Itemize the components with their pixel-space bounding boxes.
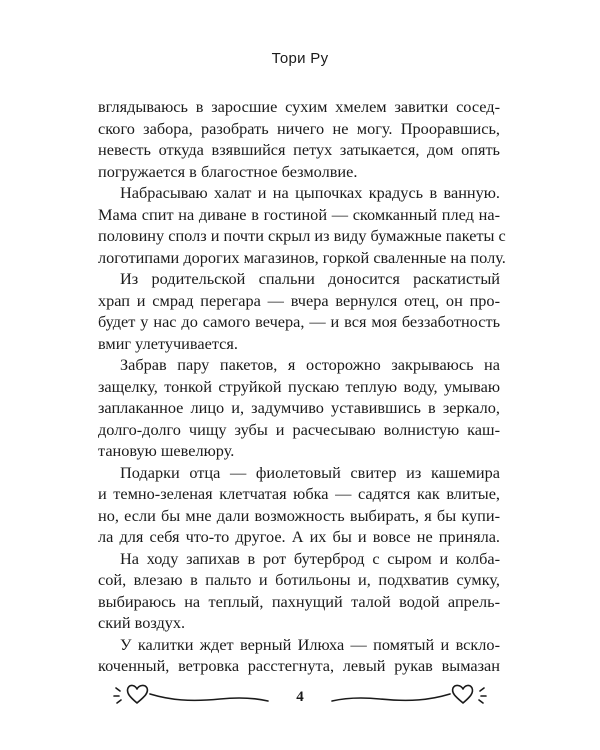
text-line: ского забора, разобрать ничего не могу. Прооравшись, [98, 118, 500, 138]
page-number: 4 [296, 689, 304, 705]
body-text [98, 96, 506, 677]
text-line: храп и смрад перегара — вчера вернулся отец, он про- [98, 290, 500, 310]
page-footer [110, 676, 490, 720]
text-line: ский воздух. [98, 613, 186, 632]
text-line: невесть откуда взявшийся петух затыкается, дом опять [98, 140, 500, 159]
text-line: защелку, тонкой струйкой пускаю теплую воду, умываю [98, 376, 500, 396]
text-line: Забрав пару пакетов, я осторожно закрываюсь на [120, 355, 500, 374]
text-line: вмиг улетучивается. [98, 333, 238, 353]
text-line: Из родительской спальни доносится раскатистый [120, 269, 500, 288]
text-line: будет у нас до самого вечера, — и вся моя беззаботность [98, 312, 500, 331]
text-line: долго-долго чищу зубы и расчесываю волнистую каш- [98, 419, 500, 439]
text-line: выбираюсь на теплый, пахнущий талой водой апрель- [98, 591, 500, 611]
text-line: коченный, ветровка расстегнута, левый рукав вымазан [98, 656, 500, 675]
text-line: У калитки ждет верный Илюха — помятый и вскло- [120, 634, 500, 654]
text-line: сой, влезаю в пальто и ботильоны и, подхватив сумку, [98, 570, 500, 589]
text-line: логотипами дорогих магазинов, горкой сваленные на полу. [98, 247, 506, 267]
text-line: но, если бы мне дали возможность выбирать, я бы купи- [98, 505, 500, 525]
text-line: заплаканное лицо и, задумчиво уставившись в зеркало, [98, 398, 500, 417]
text-line: Мама спит на диване в гостиной — скомканный плед на- [98, 204, 500, 224]
text-line: тановую шевелюру. [98, 441, 235, 460]
text-line: На ходу запихав в рот бутерброд с сыром и колба- [120, 548, 500, 568]
text-line: вглядываюсь в заросшие сухим хмелем завитки сосед- [98, 97, 500, 116]
text-line: половину сполз и почти скрыл из виду бумажные пакеты с [98, 226, 506, 245]
text-line: Набрасываю халат и на цыпочках крадусь в ванную. [120, 183, 500, 202]
running-header-author: Тори Ру [271, 50, 329, 67]
text-line: Подарки отца — фиолетовый свитер из кашемира [120, 462, 500, 482]
text-line: ла для себя что-то другое. А их бы и вовсе не приняла. [98, 527, 500, 546]
text-line: и темно-зеленая клетчатая юбка — садятся как влитые, [98, 484, 500, 503]
text-line: погружается в благостное безмолвие. [98, 161, 358, 181]
